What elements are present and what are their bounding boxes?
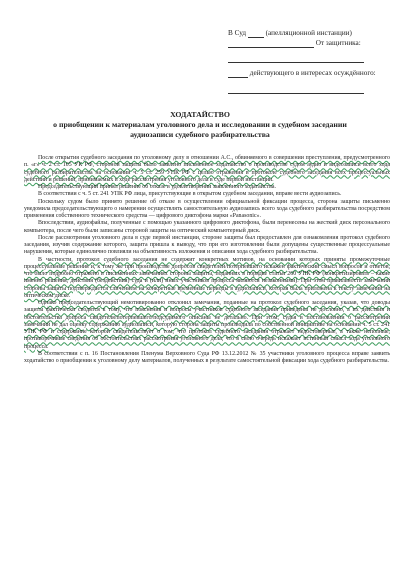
court-line [228, 29, 352, 38]
paragraph-review: После рассмотрения уголовного дела в суде первой инстанции, стороне защиты был предоставлен для ознакомления протокол судебного заседания, изучив содержание которого, защита пришла к выводу, что при его изготовлении были допущены существенные процессуальные нарушения, которые единолично повлияли на объективность изложения и описания хода судебного разбирательства. [24, 234, 390, 256]
paragraph-refusal: Председательствующий принял решение об отказе в удовлетворении заявленного ходатайства. [38, 184, 276, 190]
paragraph-recording: Поскольку судом было принято решение об отказе в осуществлении официальной фиксации процесса, сторона защиты письменно уведомила председательствующего о намерении осуществлять самостоятельную аудиозапись всего хода судебного разбирательства посредством применения собственного технического средства — цифрового диктофона марки «Panasonic». [24, 198, 390, 219]
paragraph-rejection: Однако председательствующий немотивированно отклонил замечания, поданные на протокол судебного заседания, указав, что доводы защиты фактически сводятся к тому, что пояснения и вопросы участников судебного заседания приведены не дословно, а их действия и обстоятельства допроса свидетеля/потерпевшего/подсудимого описаны не детально. При этом, судья в постановлении о рассмотрении замечаний не дал оценку содержанию аудиозаписи, которую сторона защиты производила по собственной инициативе на основании ч. 5 ст. 241 УПК РФ и содержание которой свидетельствует о том, что протокол судебного заседания отражает недостоверные, а также неполные, противоречивые сведения об обстоятельствах рассмотрения уголовного дела, что в свою очередь искажает истинный смысл хода уголовного процесса. [24, 300, 390, 350]
court-suffix: (апелляционной инстанции) [265, 29, 352, 37]
doc-title: ХОДАТАЙСТВО [170, 110, 230, 119]
acting-blank [228, 77, 248, 78]
court-prefix: В Суд [228, 29, 247, 37]
from-line [228, 39, 361, 48]
acting-line [228, 69, 376, 78]
paragraph-opening: После открытия судебного заседания по уголовному делу в отношении А.С., обвиняемого в совершении преступления, предусмотренного п. «г» ч. 2 ст. 105 УК РФ, стороной защиты было заявлено письменное ходатайство о производстве судом аудио и видеозаписи всего хода судебного разбирательства на основании ч. 5 ст. 259 УПК РФ с целью отражения в протоколе судебного заседания всех процессуальных действий и решений, принимаемых в ходе рассмотрения уголовного дела в суде первой инстанции. [24, 155, 390, 183]
from-blank [228, 47, 314, 48]
document-body [24, 155, 390, 365]
paragraph-transfer: Впоследствии, аудиофайлы, полученные с помощью указанного цифрового диктофона, были перенесены на жесткий диск персонального компьютера, после чего были записаны стороной защиты на оптический компьютерный диск. [24, 220, 390, 234]
doc-subtitle-1: о приобщении к материалам уголовного дела и исследовании в судебном заседании [53, 120, 347, 129]
paragraph-law: В соответствии с ч. 5 ст. 241 УПК РФ лица, присутствующие в открытом судебном заседании, вправе вести аудиозапись. [38, 191, 342, 198]
from-label: От защитника: [315, 39, 361, 47]
blank-line-1 [228, 54, 364, 63]
doc-subtitle-2: аудиозаписи судебного разбирательства [130, 130, 270, 139]
acting-text: действующего в интересах осуждённого: [249, 69, 376, 77]
paragraph-particulars: В частности, протокол судебного заседания не содержит конкретных мотивов, на основании которых приняты промежуточные процессуальные решения и, к тому же при производстве допросов свидетелей/потерпевшего искажен фактический смысл вопросов и ответов, что было подробно отражено в письменных замечаниях стороны защиты, поданных в порядке статьи 260 УПК РФ (конкретизировать – какие именно решения, действия (бездействия) суда и (или) иных участников процесса являются незаконными). При этом правильность замечаний стороны защиты подтверждается сличением на конкретные временные периоды в аудиозаписи, которая была приложена к тексту замечаний на оптическом диске. [24, 256, 390, 299]
paragraph-plenum: В соответствии с п. 16 Постановления Пленума Верховного Суда РФ 13.12.2012 № 35 участники уголовного процесса вправе заявить ходатайство о приобщении к уголовному делу материалов, полученных в результате самостоятельной фиксации хода судебного разбирательства. [24, 350, 390, 364]
blank-line-2 [228, 85, 364, 94]
court-blank [248, 37, 264, 38]
